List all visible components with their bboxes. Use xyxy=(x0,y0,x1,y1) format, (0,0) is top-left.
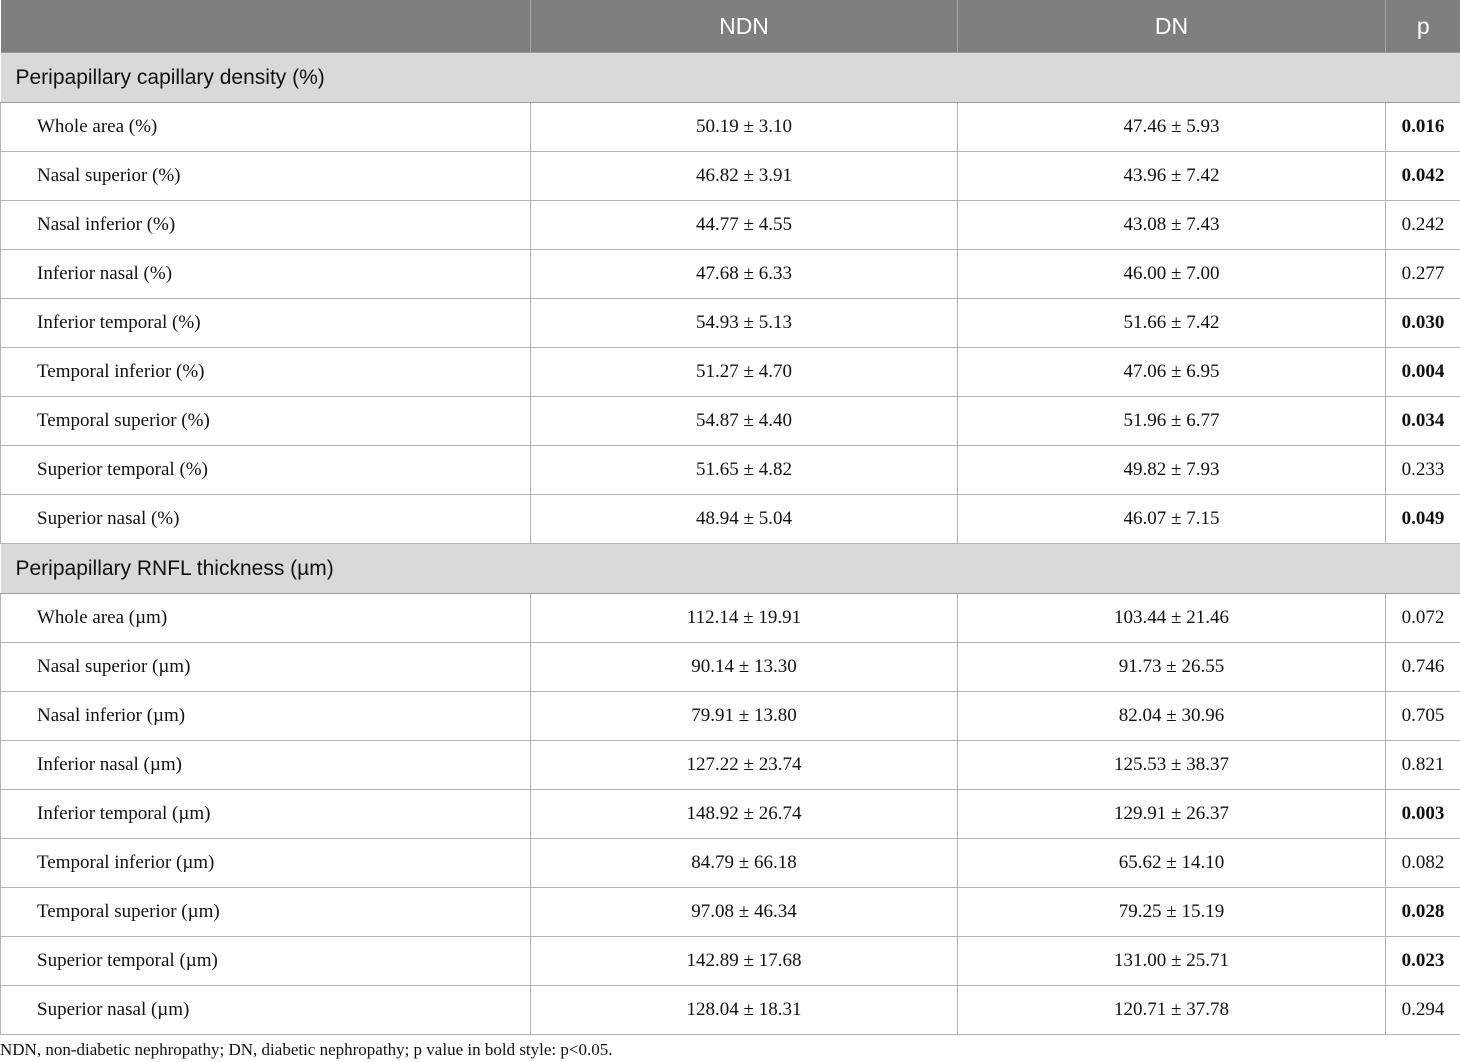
table-row xyxy=(1,495,1460,544)
dn-cell xyxy=(958,986,1386,1035)
table-row xyxy=(1,152,1460,201)
p-value: 0.746 xyxy=(1386,643,1460,692)
p-value: 0.023 xyxy=(1386,937,1460,986)
dn-value: 120.71 ± 37.78 xyxy=(1114,999,1229,1020)
header-label-column xyxy=(1,0,531,53)
ndn-cell xyxy=(531,594,958,643)
dn-cell xyxy=(958,643,1386,692)
ndn-cell xyxy=(531,201,958,250)
section-title: Peripapillary RNFL thickness (µm) xyxy=(1,544,1460,594)
p-value: 0.049 xyxy=(1386,495,1460,544)
dn-value: 49.82 ± 7.93 xyxy=(1123,459,1220,480)
ndn-cell xyxy=(531,692,958,741)
table-row xyxy=(1,937,1460,986)
dn-value: 47.46 ± 5.93 xyxy=(1123,116,1220,137)
row-label: Nasal superior (µm) xyxy=(1,643,531,692)
dn-value: 51.96 ± 6.77 xyxy=(1123,410,1220,431)
dn-value: 65.62 ± 14.10 xyxy=(1118,852,1225,873)
dn-value: 43.96 ± 7.42 xyxy=(1123,165,1220,186)
dn-cell xyxy=(958,839,1386,888)
ndn-cell xyxy=(531,103,958,152)
ndn-value: 90.14 ± 13.30 xyxy=(691,656,797,677)
header-p: p xyxy=(1386,0,1460,53)
table-row xyxy=(1,790,1460,839)
table-row xyxy=(1,839,1460,888)
section-row xyxy=(1,544,1460,594)
table-row xyxy=(1,397,1460,446)
dn-value: 103.44 ± 21.46 xyxy=(1114,607,1229,628)
dn-cell xyxy=(958,790,1386,839)
table-row xyxy=(1,250,1460,299)
dn-cell xyxy=(958,152,1386,201)
ndn-value: 47.68 ± 6.33 xyxy=(696,263,792,284)
row-label: Temporal inferior (µm) xyxy=(1,839,531,888)
row-label: Superior nasal (%) xyxy=(1,495,531,544)
row-label: Superior temporal (µm) xyxy=(1,937,531,986)
table-row xyxy=(1,888,1460,937)
ndn-cell xyxy=(531,397,958,446)
row-label: Nasal inferior (µm) xyxy=(1,692,531,741)
row-label: Temporal inferior (%) xyxy=(1,348,531,397)
row-label: Inferior temporal (%) xyxy=(1,299,531,348)
ndn-cell xyxy=(531,741,958,790)
table-row xyxy=(1,643,1460,692)
dn-cell xyxy=(958,103,1386,152)
p-value: 0.233 xyxy=(1386,446,1460,495)
dn-value: 131.00 ± 25.71 xyxy=(1114,950,1229,971)
p-value: 0.016 xyxy=(1386,103,1460,152)
dn-cell xyxy=(958,446,1386,495)
section-row xyxy=(1,53,1460,103)
p-value: 0.082 xyxy=(1386,839,1460,888)
row-label: Superior temporal (%) xyxy=(1,446,531,495)
dn-value: 46.07 ± 7.15 xyxy=(1123,508,1220,529)
header-row xyxy=(1,0,1460,53)
dn-value: 79.25 ± 15.19 xyxy=(1118,901,1225,922)
p-value: 0.030 xyxy=(1386,299,1460,348)
row-label: Inferior nasal (%) xyxy=(1,250,531,299)
p-value: 0.242 xyxy=(1386,201,1460,250)
p-value: 0.042 xyxy=(1386,152,1460,201)
dn-value: 51.66 ± 7.42 xyxy=(1123,312,1220,333)
p-value: 0.028 xyxy=(1386,888,1460,937)
ndn-value: 48.94 ± 5.04 xyxy=(696,508,792,529)
ndn-cell xyxy=(531,643,958,692)
ndn-cell xyxy=(531,446,958,495)
table-body xyxy=(1,53,1460,1035)
ndn-value: 127.22 ± 23.74 xyxy=(686,754,802,775)
dn-value: 47.06 ± 6.95 xyxy=(1123,361,1220,382)
header-dn: DN xyxy=(958,0,1386,53)
dn-value: 129.91 ± 26.37 xyxy=(1114,803,1229,824)
ndn-cell xyxy=(531,495,958,544)
dn-cell xyxy=(958,937,1386,986)
ndn-cell xyxy=(531,790,958,839)
table-footnote: NDN, non-diabetic nephropathy; DN, diabetic nephropathy; p value in bold style: p<0.05. xyxy=(0,1040,613,1059)
row-label: Temporal superior (%) xyxy=(1,397,531,446)
row-label: Whole area (%) xyxy=(1,103,531,152)
section-title: Peripapillary capillary density (%) xyxy=(1,53,1460,103)
row-label: Inferior nasal (µm) xyxy=(1,741,531,790)
p-value: 0.294 xyxy=(1386,986,1460,1035)
p-value: 0.004 xyxy=(1386,348,1460,397)
ndn-value: 148.92 ± 26.74 xyxy=(686,803,802,824)
ndn-cell xyxy=(531,888,958,937)
dn-cell xyxy=(958,741,1386,790)
ndn-value: 112.14 ± 19.91 xyxy=(686,607,802,628)
p-value: 0.705 xyxy=(1386,692,1460,741)
dn-cell xyxy=(958,495,1386,544)
table-row xyxy=(1,741,1460,790)
ndn-value: 51.27 ± 4.70 xyxy=(696,361,792,382)
dn-cell xyxy=(958,299,1386,348)
row-label: Nasal superior (%) xyxy=(1,152,531,201)
row-label: Inferior temporal (µm) xyxy=(1,790,531,839)
ndn-cell xyxy=(531,839,958,888)
ndn-cell xyxy=(531,299,958,348)
p-value: 0.003 xyxy=(1386,790,1460,839)
ndn-cell xyxy=(531,250,958,299)
table-row xyxy=(1,986,1460,1035)
table-row xyxy=(1,594,1460,643)
row-label: Temporal superior (µm) xyxy=(1,888,531,937)
dn-value: 125.53 ± 38.37 xyxy=(1114,754,1229,775)
ndn-cell xyxy=(531,937,958,986)
row-label: Whole area (µm) xyxy=(1,594,531,643)
dn-cell xyxy=(958,397,1386,446)
ndn-cell xyxy=(531,348,958,397)
ndn-value: 54.93 ± 5.13 xyxy=(696,312,792,333)
ndn-value: 128.04 ± 18.31 xyxy=(686,999,802,1020)
table-row xyxy=(1,103,1460,152)
ndn-value: 54.87 ± 4.40 xyxy=(696,410,792,431)
dn-cell xyxy=(958,348,1386,397)
dn-cell xyxy=(958,594,1386,643)
p-value: 0.034 xyxy=(1386,397,1460,446)
ndn-value: 79.91 ± 13.80 xyxy=(691,705,797,726)
header-ndn: NDN xyxy=(531,0,958,53)
row-label: Superior nasal (µm) xyxy=(1,986,531,1035)
dn-value: 91.73 ± 26.55 xyxy=(1118,656,1225,677)
p-value: 0.072 xyxy=(1386,594,1460,643)
ndn-value: 97.08 ± 46.34 xyxy=(691,901,797,922)
dn-value: 43.08 ± 7.43 xyxy=(1123,214,1220,235)
dn-cell xyxy=(958,692,1386,741)
dn-value: 82.04 ± 30.96 xyxy=(1118,705,1225,726)
dn-cell xyxy=(958,888,1386,937)
row-label: Nasal inferior (%) xyxy=(1,201,531,250)
ndn-value: 51.65 ± 4.82 xyxy=(696,459,792,480)
ndn-value: 50.19 ± 3.10 xyxy=(696,116,792,137)
ndn-value: 142.89 ± 17.68 xyxy=(686,950,802,971)
ndn-value: 46.82 ± 3.91 xyxy=(696,165,792,186)
table-row xyxy=(1,299,1460,348)
table-row xyxy=(1,201,1460,250)
ndn-cell xyxy=(531,152,958,201)
ndn-value: 44.77 ± 4.55 xyxy=(696,214,792,235)
dn-cell xyxy=(958,201,1386,250)
table-row xyxy=(1,692,1460,741)
table-row xyxy=(1,348,1460,397)
dn-value: 46.00 ± 7.00 xyxy=(1123,263,1220,284)
table-header xyxy=(1,0,1460,53)
p-value: 0.277 xyxy=(1386,250,1460,299)
ndn-value: 84.79 ± 66.18 xyxy=(691,852,797,873)
ndn-cell xyxy=(531,986,958,1035)
table-row xyxy=(1,446,1460,495)
dn-cell xyxy=(958,250,1386,299)
p-value: 0.821 xyxy=(1386,741,1460,790)
